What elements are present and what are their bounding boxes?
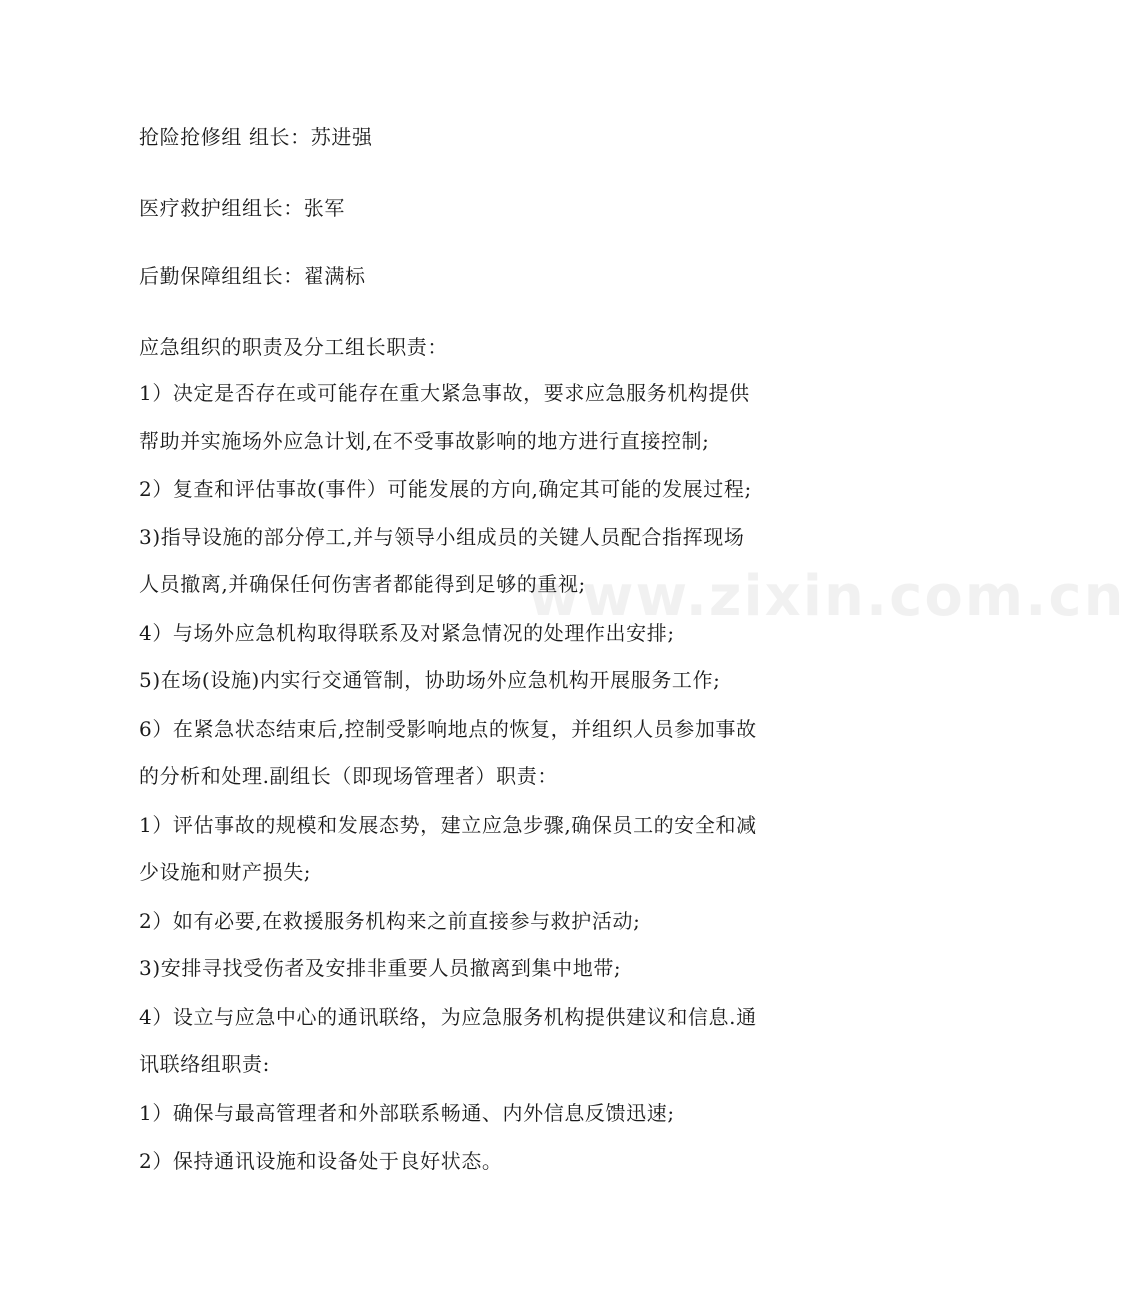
text-line: 1）确保与最高管理者和外部联系畅通、内外信息反馈迅速;	[139, 1101, 675, 1125]
text-line: 2）如有必要,在救援服务机构来之前直接参与救护活动;	[139, 909, 641, 933]
text-line: 3)安排寻找受伤者及安排非重要人员撤离到集中地带;	[139, 956, 622, 980]
text-line: 后勤保障组组长：翟满标	[139, 264, 366, 288]
text-line: 少设施和财产损失;	[139, 860, 312, 884]
text-line: 1）评估事故的规模和发展态势，建立应急步骤,确保员工的安全和减	[139, 813, 757, 837]
text-line: 人员撤离,并确保任何伤害者都能得到足够的重视;	[139, 572, 586, 596]
text-line: 3)指导设施的部分停工,并与领导小组成员的关键人员配合指挥现场	[139, 525, 745, 549]
text-line: 医疗救护组组长：张军	[139, 196, 345, 220]
text-line: 讯联络组职责:	[139, 1052, 270, 1076]
text-line: 2）复查和评估事故(事件）可能发展的方向,确定其可能的发展过程;	[139, 477, 752, 501]
text-line: 2）保持通讯设施和设备处于良好状态。	[139, 1149, 503, 1173]
text-line: 4）与场外应急机构取得联系及对紧急情况的处理作出安排;	[139, 621, 675, 645]
text-line: 帮助并实施场外应急计划,在不受事故影响的地方进行直接控制;	[139, 429, 710, 453]
watermark: www.zixin.com.cn	[528, 564, 1126, 629]
text-line: 抢险抢修组 组长：苏进强	[139, 125, 373, 149]
text-line: 1）决定是否存在或可能存在重大紧急事故，要求应急服务机构提供	[139, 381, 750, 405]
text-line: 5)在场(设施)内实行交通管制，协助场外应急机构开展服务工作;	[139, 668, 721, 692]
text-line: 应急组织的职责及分工组长职责：	[139, 335, 448, 359]
text-line: 6）在紧急状态结束后,控制受影响地点的恢复，并组织人员参加事故	[139, 717, 757, 741]
text-line: 的分析和处理.副组长（即现场管理者）职责：	[139, 764, 558, 788]
text-line: 4）设立与应急中心的通讯联络，为应急服务机构提供建议和信息.通	[139, 1005, 757, 1029]
